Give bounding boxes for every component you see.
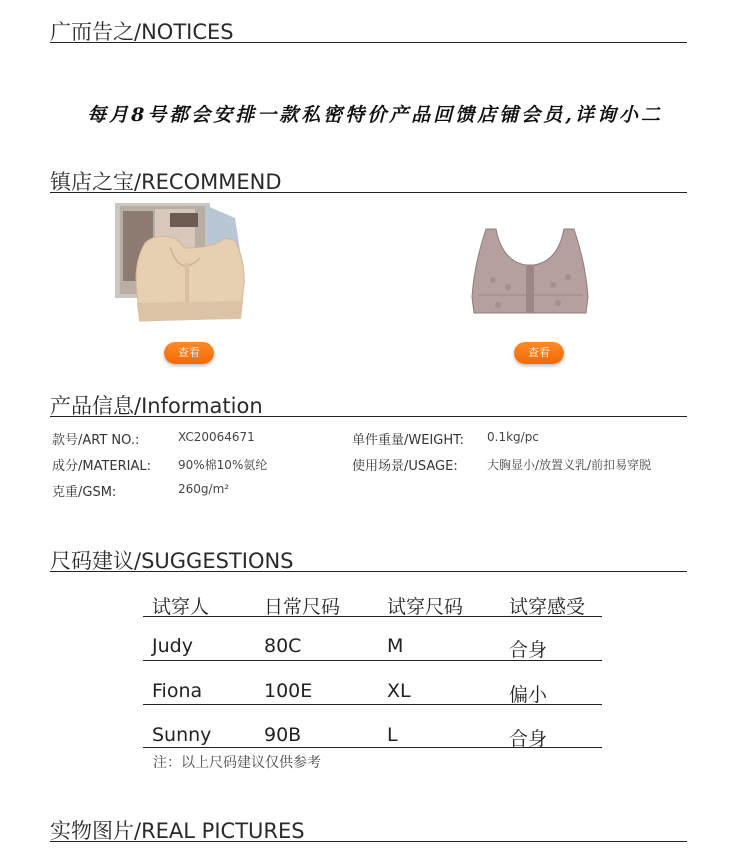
section-title-recommend: 镇店之宝/RECOMMEND [50,170,282,194]
section-divider [50,192,687,193]
gsm-value: 260g/m² [178,482,230,496]
weight-label: 单件重量/WEIGHT: [352,433,465,448]
table-cell: Judy [152,635,193,657]
table-divider [143,660,602,661]
table-divider [143,747,602,748]
table-cell: M [387,635,404,657]
table-header: 试穿感受 [509,596,586,618]
table-cell: 偏小 [509,684,548,706]
table-cell: 合身 [509,639,548,661]
size-note: 注：以上尺码建议仅供参考 [153,755,321,771]
section-title-suggestions: 尺码建议/SUGGESTIONS [50,549,294,573]
section-title-notices: 广而告之/NOTICES [50,20,234,44]
weight-value: 0.1kg/pc [487,430,539,444]
table-cell: Fiona [152,680,203,702]
table-cell: 合身 [509,728,548,750]
section-divider [50,42,687,43]
table-header: 日常尺码 [264,596,341,618]
notice-text: 每月8号都会安排一款私密特价产品回馈店铺会员,详询小二 [87,104,663,126]
section-divider [50,416,687,417]
usage-label: 使用场景/USAGE: [352,459,458,474]
section-title-information: 产品信息/Information [50,394,263,418]
table-cell: 80C [264,635,302,657]
table-divider [143,616,602,617]
material-value: 90%棉10%氨纶 [178,458,268,472]
table-cell: 100E [264,680,313,702]
material-label: 成分/MATERIAL: [52,459,152,474]
product-image-beige-bra[interactable] [115,203,255,323]
art-no-label: 款号/ART NO.: [52,433,140,448]
view-button-2[interactable]: 查看 [514,342,564,364]
table-cell: 90B [264,724,302,746]
section-divider [50,571,687,572]
section-divider [50,841,687,842]
gsm-label: 克重/GSM: [52,485,117,500]
table-cell: L [387,724,398,746]
section-title-real-pictures: 实物图片/REAL PICTURES [50,819,305,843]
table-cell: Sunny [152,724,212,746]
view-button-1[interactable]: 查看 [164,342,214,364]
table-header: 试穿人 [152,596,210,618]
usage-value: 大胸显小/放置义乳/前扣易穿脱 [487,458,652,472]
table-header: 试穿尺码 [387,596,464,618]
art-no-value: XC20064671 [178,430,255,444]
product-image-taupe-bra[interactable] [468,225,593,317]
table-divider [143,704,602,705]
table-cell: XL [387,680,411,702]
